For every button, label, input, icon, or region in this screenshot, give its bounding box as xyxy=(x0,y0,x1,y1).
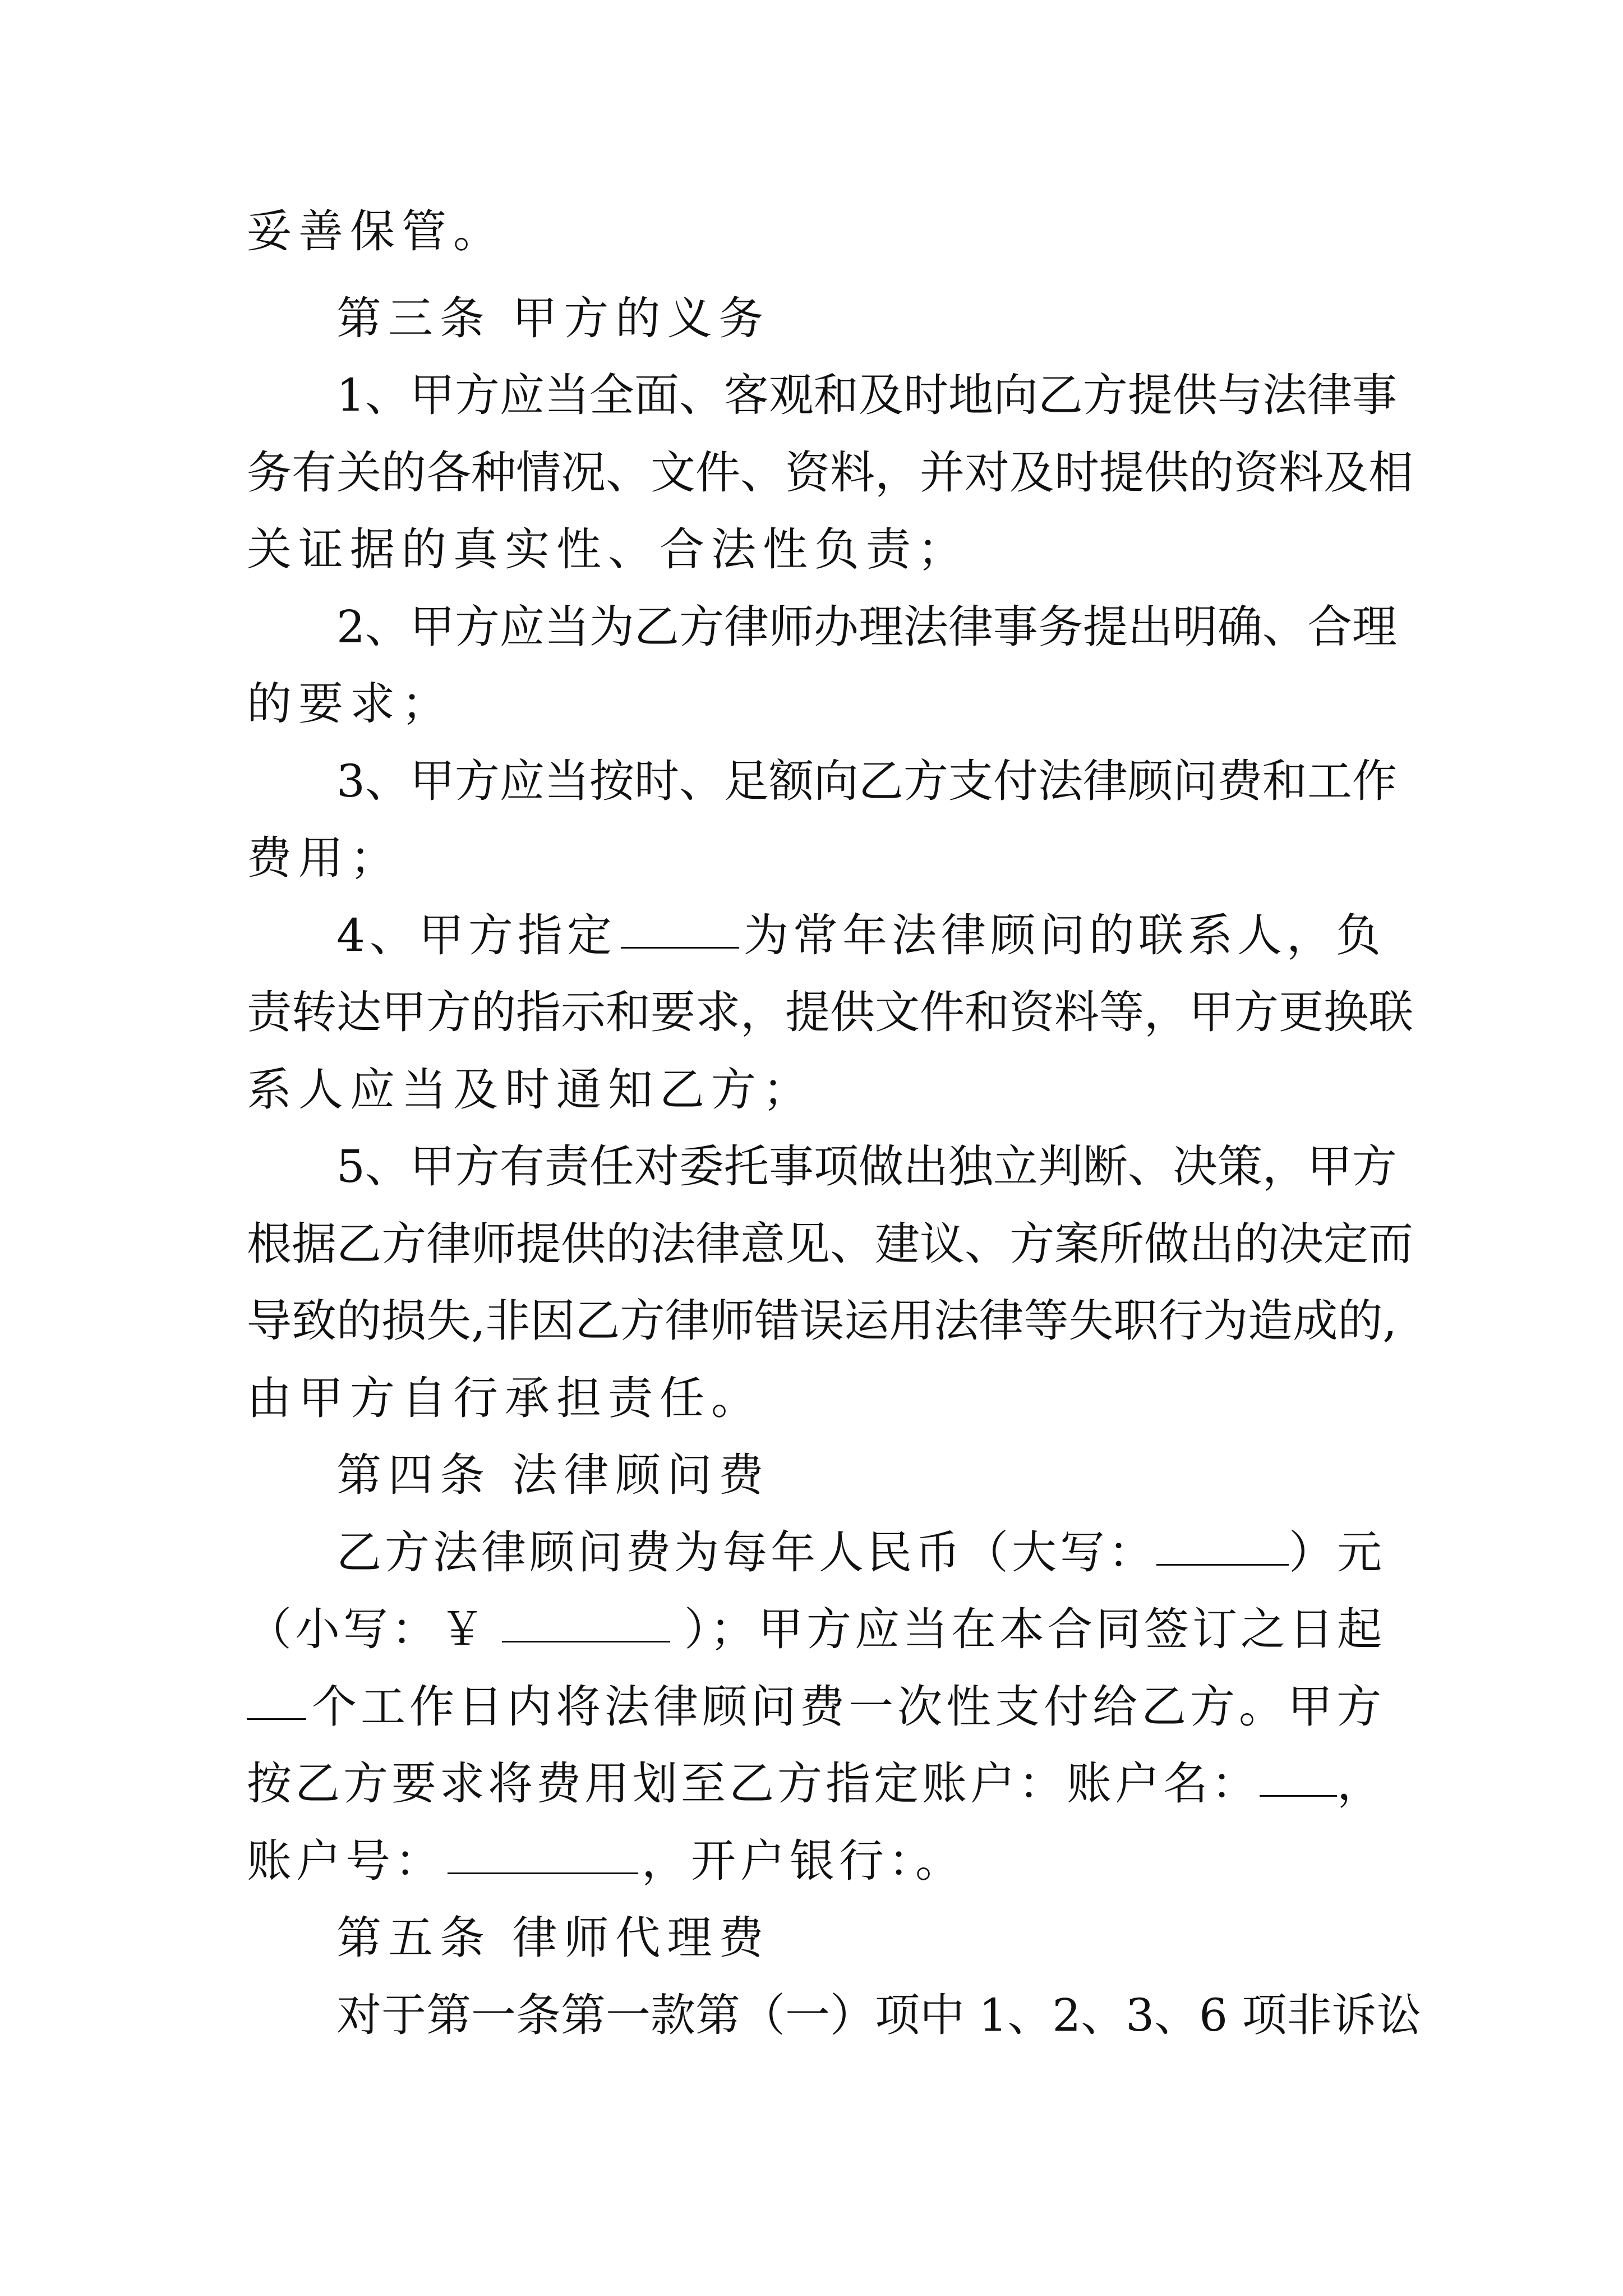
paragraph-line xyxy=(247,1756,1385,1812)
paragraph-line: 根据乙方律师提供的法律意见、建议、方案所做出的决定而 xyxy=(247,1218,1413,1270)
blank-account-name xyxy=(1260,1756,1337,1797)
paragraph-line: 的要求； xyxy=(247,678,453,730)
blank-fee-in-words xyxy=(1156,1525,1289,1566)
paragraph-line xyxy=(247,1679,1385,1735)
paragraph-line xyxy=(247,1833,965,1889)
section-heading-article-4: 第四条 法律顾问费 xyxy=(336,1449,771,1501)
blank-fee-in-figures xyxy=(502,1602,670,1642)
text-segment: ）；甲方应当在本合同签订之日起 xyxy=(684,1603,1385,1655)
section-heading-article-3: 第三条 甲方的义务 xyxy=(336,292,771,344)
paragraph-line xyxy=(247,1602,1385,1658)
paragraph-line: 5、甲方有责任对委托事项做出独立判断、决策，甲方 xyxy=(336,1140,1397,1193)
paragraph-line: 导致的损失,非因乙方律师错误运用法律等失职行为造成的, xyxy=(247,1295,1397,1347)
paragraph-line: 责转达甲方的指示和要求，提供文件和资料等，甲方更换联 xyxy=(247,986,1413,1038)
text-segment: 按乙方要求将费用划至乙方指定账户：账户名： xyxy=(247,1757,1260,1810)
paragraph-line: 费用； xyxy=(247,832,402,884)
text-segment: （小写：￥ xyxy=(247,1603,488,1655)
paragraph-line: 3、甲方应当按时、足额向乙方支付法律顾问费和工作 xyxy=(336,755,1397,807)
paragraph-line: 务有关的各种情况、文件、资料，并对及时提供的资料及相 xyxy=(247,447,1413,499)
text-segment: 4、甲方指定 xyxy=(336,909,616,961)
blank-account-number xyxy=(448,1833,638,1874)
blank-working-days xyxy=(247,1679,306,1720)
paragraph-line: 系人应当及时通知乙方； xyxy=(247,1064,814,1116)
paragraph-line: 关证据的真实性、合法性负责； xyxy=(247,523,969,576)
text-segment: 账户号： xyxy=(247,1835,444,1887)
text-segment: ）元 xyxy=(1289,1526,1385,1579)
paragraph-line: 由甲方自行承担责任。 xyxy=(247,1372,763,1424)
text-segment: 个工作日内将法律顾问费一次性支付给乙方。甲方 xyxy=(312,1681,1385,1733)
paragraph-line: 妥善保管。 xyxy=(247,205,505,257)
blank-contact-person xyxy=(621,908,739,949)
paragraph-line xyxy=(336,908,1385,964)
text-segment: ， xyxy=(1337,1757,1385,1810)
text-segment: ，开户银行：。 xyxy=(642,1835,965,1887)
text-segment: 为常年法律顾问的联系人，负 xyxy=(744,909,1385,961)
paragraph-line: 1、甲方应当全面、客观和及时地向乙方提供与法律事 xyxy=(336,369,1397,421)
paragraph-line xyxy=(336,1525,1385,1581)
paragraph-line: 对于第一条第一款第（一）项中 1、2、3、6 项非诉讼 xyxy=(336,1989,1422,2041)
paragraph-line: 2、甲方应当为乙方律师办理法律事务提出明确、合理 xyxy=(336,601,1397,653)
text-segment: 乙方法律顾问费为每年人民币（大写： xyxy=(336,1526,1156,1579)
section-heading-article-5: 第五条 律师代理费 xyxy=(336,1912,771,1964)
